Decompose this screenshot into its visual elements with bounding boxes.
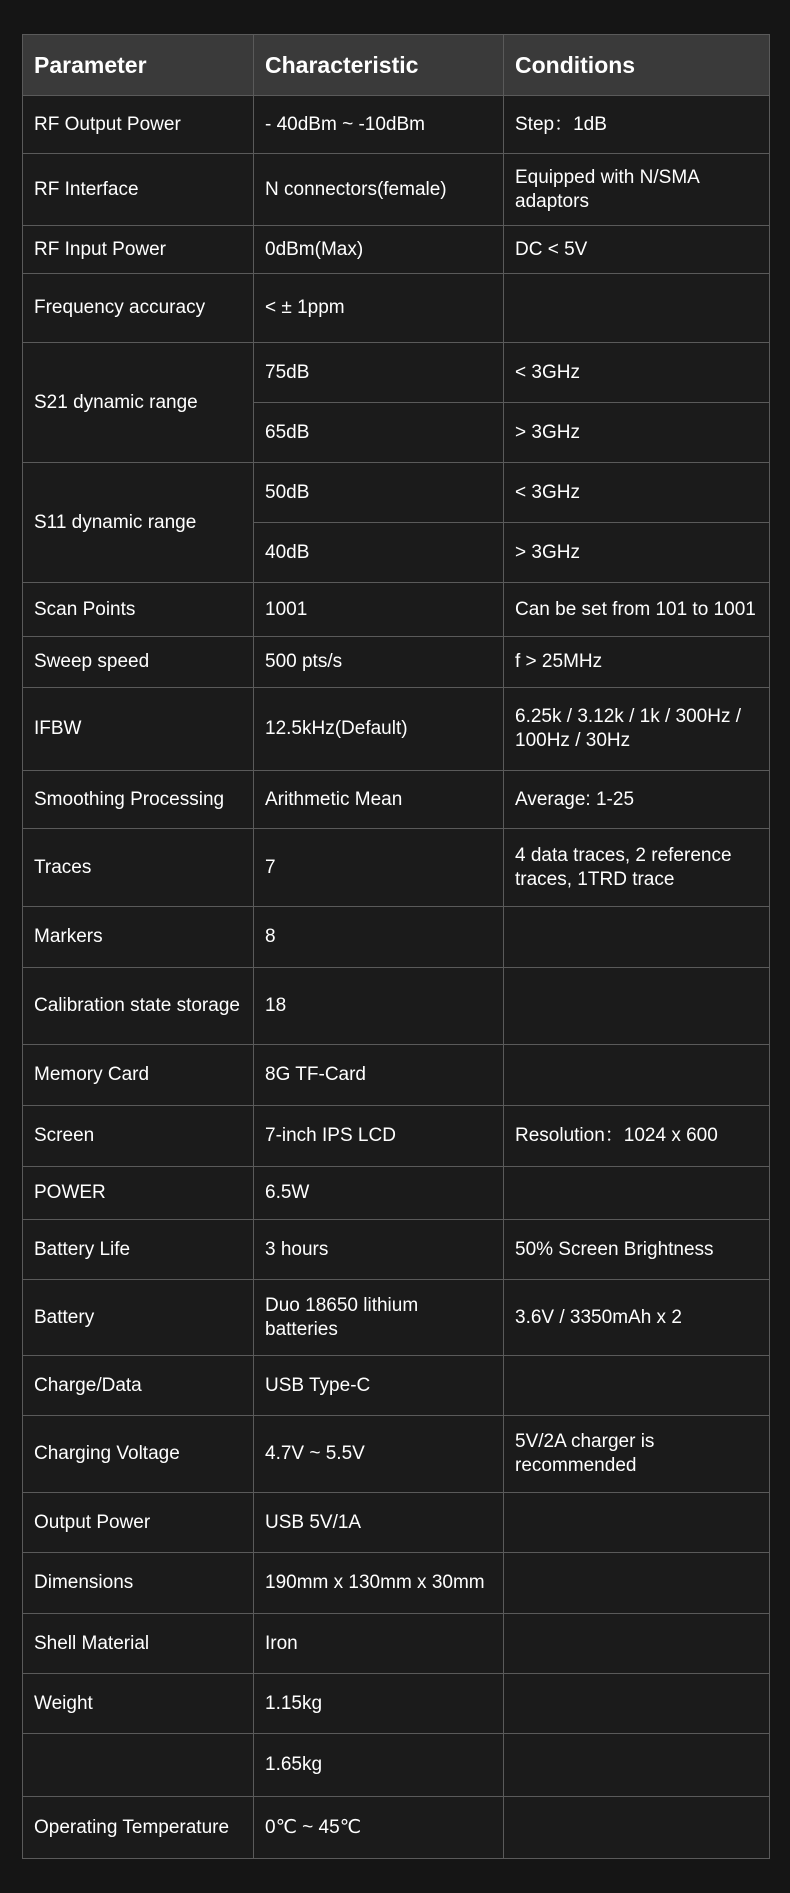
parameter-cell: IFBW [23,688,254,771]
parameter-cell: RF Input Power [23,226,254,274]
parameter-cell: Weight [23,1674,254,1734]
table-row [23,1280,770,1356]
parameter-cell: RF Interface [23,154,254,226]
conditions-cell: < 3GHz [504,343,770,403]
characteristic-cell: < ± 1ppm [254,274,504,343]
conditions-cell: DC < 5V [504,226,770,274]
table-row [23,829,770,907]
characteristic-cell: 190mm x 130mm x 30mm [254,1553,504,1614]
table-row [23,1416,770,1493]
header-characteristic: Characteristic [254,35,504,96]
characteristic-cell: USB 5V/1A [254,1493,504,1553]
characteristic-cell: 1001 [254,583,504,637]
parameter-cell: Smoothing Processing [23,771,254,829]
characteristic-cell: 7-inch IPS LCD [254,1106,504,1167]
table-row [23,1356,770,1416]
characteristic-cell: 6.5W [254,1167,504,1220]
table-row [23,1614,770,1674]
conditions-cell [504,1493,770,1553]
parameter-cell: Charging Voltage [23,1416,254,1493]
parameter-cell: Traces [23,829,254,907]
characteristic-cell: 8 [254,907,504,968]
parameter-cell: S11 dynamic range [23,463,254,583]
characteristic-cell: 1.15kg [254,1674,504,1734]
table-row [23,968,770,1045]
table-row [23,463,770,523]
parameter-cell: Calibration state storage [23,968,254,1045]
parameter-cell: RF Output Power [23,96,254,154]
conditions-cell: Average: 1-25 [504,771,770,829]
conditions-cell [504,1674,770,1734]
table-row [23,343,770,403]
characteristic-cell: 500 pts/s [254,637,504,688]
header-parameter: Parameter [23,35,254,96]
conditions-cell: 5V/2A charger is recommended [504,1416,770,1493]
conditions-cell: Can be set from 101 to 1001 [504,583,770,637]
characteristic-cell: 8G TF-Card [254,1045,504,1106]
characteristic-cell: 1.65kg [254,1734,504,1797]
table-row [23,226,770,274]
conditions-cell [504,1734,770,1797]
table-row [23,1734,770,1797]
characteristic-cell: - 40dBm ~ -10dBm [254,96,504,154]
conditions-cell [504,1167,770,1220]
parameter-cell: S21 dynamic range [23,343,254,463]
conditions-cell [504,1356,770,1416]
conditions-cell: > 3GHz [504,403,770,463]
conditions-cell: Step：1dB [504,96,770,154]
conditions-cell [504,968,770,1045]
parameter-cell: Memory Card [23,1045,254,1106]
table-row [23,1493,770,1553]
characteristic-cell: Duo 18650 lithium batteries [254,1280,504,1356]
characteristic-cell: 75dB [254,343,504,403]
conditions-cell: Resolution：1024 x 600 [504,1106,770,1167]
conditions-cell [504,1045,770,1106]
conditions-cell [504,1797,770,1859]
table-row [23,96,770,154]
table-row [23,154,770,226]
characteristic-cell: USB Type-C [254,1356,504,1416]
header-conditions: Conditions [504,35,770,96]
characteristic-cell: 50dB [254,463,504,523]
parameter-cell: Charge/Data [23,1356,254,1416]
conditions-cell: 6.25k / 3.12k / 1k / 300Hz / 100Hz / 30Hz [504,688,770,771]
characteristic-cell: 12.5kHz(Default) [254,688,504,771]
characteristic-cell: N connectors(female) [254,154,504,226]
characteristic-cell: 0℃ ~ 45℃ [254,1797,504,1859]
characteristic-cell: Arithmetic Mean [254,771,504,829]
parameter-cell: POWER [23,1167,254,1220]
parameter-cell: Operating Temperature [23,1797,254,1859]
table-row [23,1220,770,1280]
parameter-cell: Shell Material [23,1614,254,1674]
characteristic-cell: 0dBm(Max) [254,226,504,274]
conditions-cell: 3.6V / 3350mAh x 2 [504,1280,770,1356]
spec-table [22,34,770,1859]
conditions-cell [504,1614,770,1674]
characteristic-cell: 4.7V ~ 5.5V [254,1416,504,1493]
parameter-cell: Battery Life [23,1220,254,1280]
table-row [23,1045,770,1106]
table-row [23,907,770,968]
table-row [23,637,770,688]
table-row [23,274,770,343]
conditions-cell [504,274,770,343]
parameter-cell: Battery [23,1280,254,1356]
parameter-cell: Dimensions [23,1553,254,1614]
table-row [23,1167,770,1220]
table-row [23,583,770,637]
table-row [23,1674,770,1734]
parameter-cell: Sweep speed [23,637,254,688]
conditions-cell: < 3GHz [504,463,770,523]
parameter-cell: Markers [23,907,254,968]
conditions-cell [504,907,770,968]
table-row [23,1553,770,1614]
conditions-cell: Equipped with N/SMA adaptors [504,154,770,226]
conditions-cell [504,1553,770,1614]
table-row [23,1106,770,1167]
table-row [23,1797,770,1859]
table-row [23,688,770,771]
parameter-cell: Scan Points [23,583,254,637]
table-header-row [23,35,770,96]
characteristic-cell: 18 [254,968,504,1045]
characteristic-cell: 7 [254,829,504,907]
conditions-cell: > 3GHz [504,523,770,583]
parameter-cell [23,1734,254,1797]
characteristic-cell: 40dB [254,523,504,583]
characteristic-cell: 3 hours [254,1220,504,1280]
conditions-cell: 4 data traces, 2 reference traces, 1TRD trace [504,829,770,907]
characteristic-cell: 65dB [254,403,504,463]
parameter-cell: Frequency accuracy [23,274,254,343]
table-row [23,771,770,829]
conditions-cell: 50% Screen Brightness [504,1220,770,1280]
characteristic-cell: Iron [254,1614,504,1674]
parameter-cell: Screen [23,1106,254,1167]
parameter-cell: Output Power [23,1493,254,1553]
conditions-cell: f > 25MHz [504,637,770,688]
